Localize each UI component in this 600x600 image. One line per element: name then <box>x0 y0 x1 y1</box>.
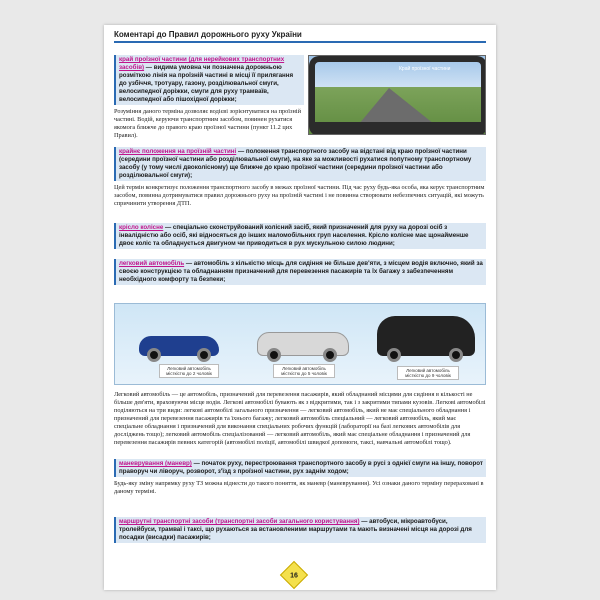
car-wheel <box>387 348 401 362</box>
car-caption: Легковий автомобіль місткістю до 9 чоловік <box>397 366 459 380</box>
page-header: Коментарі до Правил дорожнього руху України <box>114 30 486 43</box>
term-definition: — автобуси, мікроавтобуси, тролейбуси, трамваї і таксі, що рухаються за встановленими маршрутами та мають визначені місця на дорозі для посадки (висадки) пасажирів; <box>119 518 472 541</box>
car-caption: Легковий автомобіль місткістю до 5 чоловік <box>273 364 335 378</box>
term-comment: Розуміння даного терміна дозволяє водієві зорієнтуватися на проїзній частині. Водій, керуючи транспортним засобом, повинен рухатися якомога ближче до правого краю проїзної частини (пункт 11.2 цих Правил). <box>114 108 302 139</box>
page-number-badge <box>280 561 308 589</box>
car-van <box>377 308 477 380</box>
term-definition: — спеціально сконструйований колісний засіб, який призначений для руху на дорозі осіб з інвалідністю або осіб, які відносяться до інших маломобільних груп населення. Крісло колісне має щонайменше двоє коліс та обладнується двигуном чи приводиться в рух мускульною силою людини; <box>119 224 469 247</box>
road-photo <box>308 55 486 135</box>
term-title: крайнє положення на проїзній частині <box>119 148 237 155</box>
term-title: край проїзної частини (для нерейкових транспортних засобів) <box>119 56 285 71</box>
document-page <box>104 25 496 590</box>
section-krajnie <box>114 147 486 208</box>
term-title: маневрування (маневр) <box>119 460 192 467</box>
term-comment: Цей термін конкретизує положення транспортного засобу в межах проїзної частини. Під час руху будь-яка особа, яка керує транспортним засобом, повинна дотримуватися правил дорожнього руху на проїзній частині і не повинна створювати небезпечних ситуацій, які можуть спричинити утворення ДТП. <box>114 184 485 207</box>
car-caption: Легковий автомобіль місткістю до 2 чоловік <box>159 364 219 378</box>
photo-label: Край проїзної частини <box>399 66 451 72</box>
car-wheel <box>323 348 337 362</box>
term-title: маршрутні транспортні засоби (транспортні засоби загального користування) <box>119 518 360 525</box>
car-small <box>135 322 225 376</box>
section-legkovyj <box>114 259 486 285</box>
term-comment: Будь-яку зміну напрямку руху ТЗ можна віднести до такого поняття, як маневр (маневрування). Усі ознаки даного терміну перераховані в даному терміні. <box>114 480 484 495</box>
section-kraj <box>114 55 304 140</box>
term-definition: — автомобіль з кількістю місць для сидіння не більше дев'яти, з місцем водія включно, який за своєю конструкцією та обладнанням призначений для перевезення пасажирів та їх багажу з забезпеченням необхідного комфорту та безпеки; <box>119 260 483 283</box>
section-krislo <box>114 223 486 249</box>
term-title: легковий автомобіль <box>119 260 185 267</box>
cars-illustration <box>114 303 486 385</box>
car-wheel <box>449 348 463 362</box>
term-definition: — початок руху, перестроювання транспортного засобу в русі з однієї смуги на іншу, поворот праворуч чи ліворуч, розворот, з'їзд з проїзної частини, рух заднім ходом; <box>119 460 483 475</box>
term-definition: — видима умовна чи позначена дорожньою розміткою лінія на проїзній частині в місці її прилягання до узбіччя, тротуару, газону, розділювальної смуги, велосипедної доріжки, смуги для руху трамваїв, велосипедної або пішохідної доріжки; <box>119 64 294 103</box>
car-sedan <box>255 318 350 374</box>
term-definition: — положення транспортного засобу на відстані від краю проїзної частини (середини проїзної частини або розділювальної смуги), на яке за можливості рухатися попутному транспортному засобу (у тому числі двоколісному) ще ближче до краю проїзної частини (середини проїзної частини або розділювальної смуги); <box>119 148 472 179</box>
section-manevruvannia <box>114 459 486 496</box>
page-number: 16 <box>290 572 298 580</box>
term-title: крісло колісне <box>119 224 164 231</box>
car-wheel <box>147 348 161 362</box>
legkovyj-comment: Легковий автомобіль — це автомобіль, призначений для перевезення пасажирів, який обладнаний місцями для сидіння в кількості не більше дев'яти, враховуючи місце водія. Легкові автомобілі бувають як з відкритими, так і з закритими типами кузовів. Легкові автомобілі поділяються на три види: легкові автомобілі загального призначення — легковий автомобіль, який не має спеціального обладнання і призначений для перевезення пасажирів та їхнього багажу; легковий автомобіль спеціальний — легковий автомобіль, який має спеціальне обладнання і призначений для виконання спеціальних робочих функцій (лабораторії на базі легкових автомобілів для досліджень тощо); легковий автомобіль спеціалізований — легковий автомобіль, який має спеціальне обладнання і призначений для перевезення пасажирів певних категорій (автомобілі поліції, автомобілі швидкої допомоги, таксі, навчальні автомобілі тощо). <box>114 391 486 446</box>
car-wheel <box>267 348 281 362</box>
car-wheel <box>197 348 211 362</box>
section-marshrutni <box>114 517 486 543</box>
windshield-frame <box>309 56 486 135</box>
